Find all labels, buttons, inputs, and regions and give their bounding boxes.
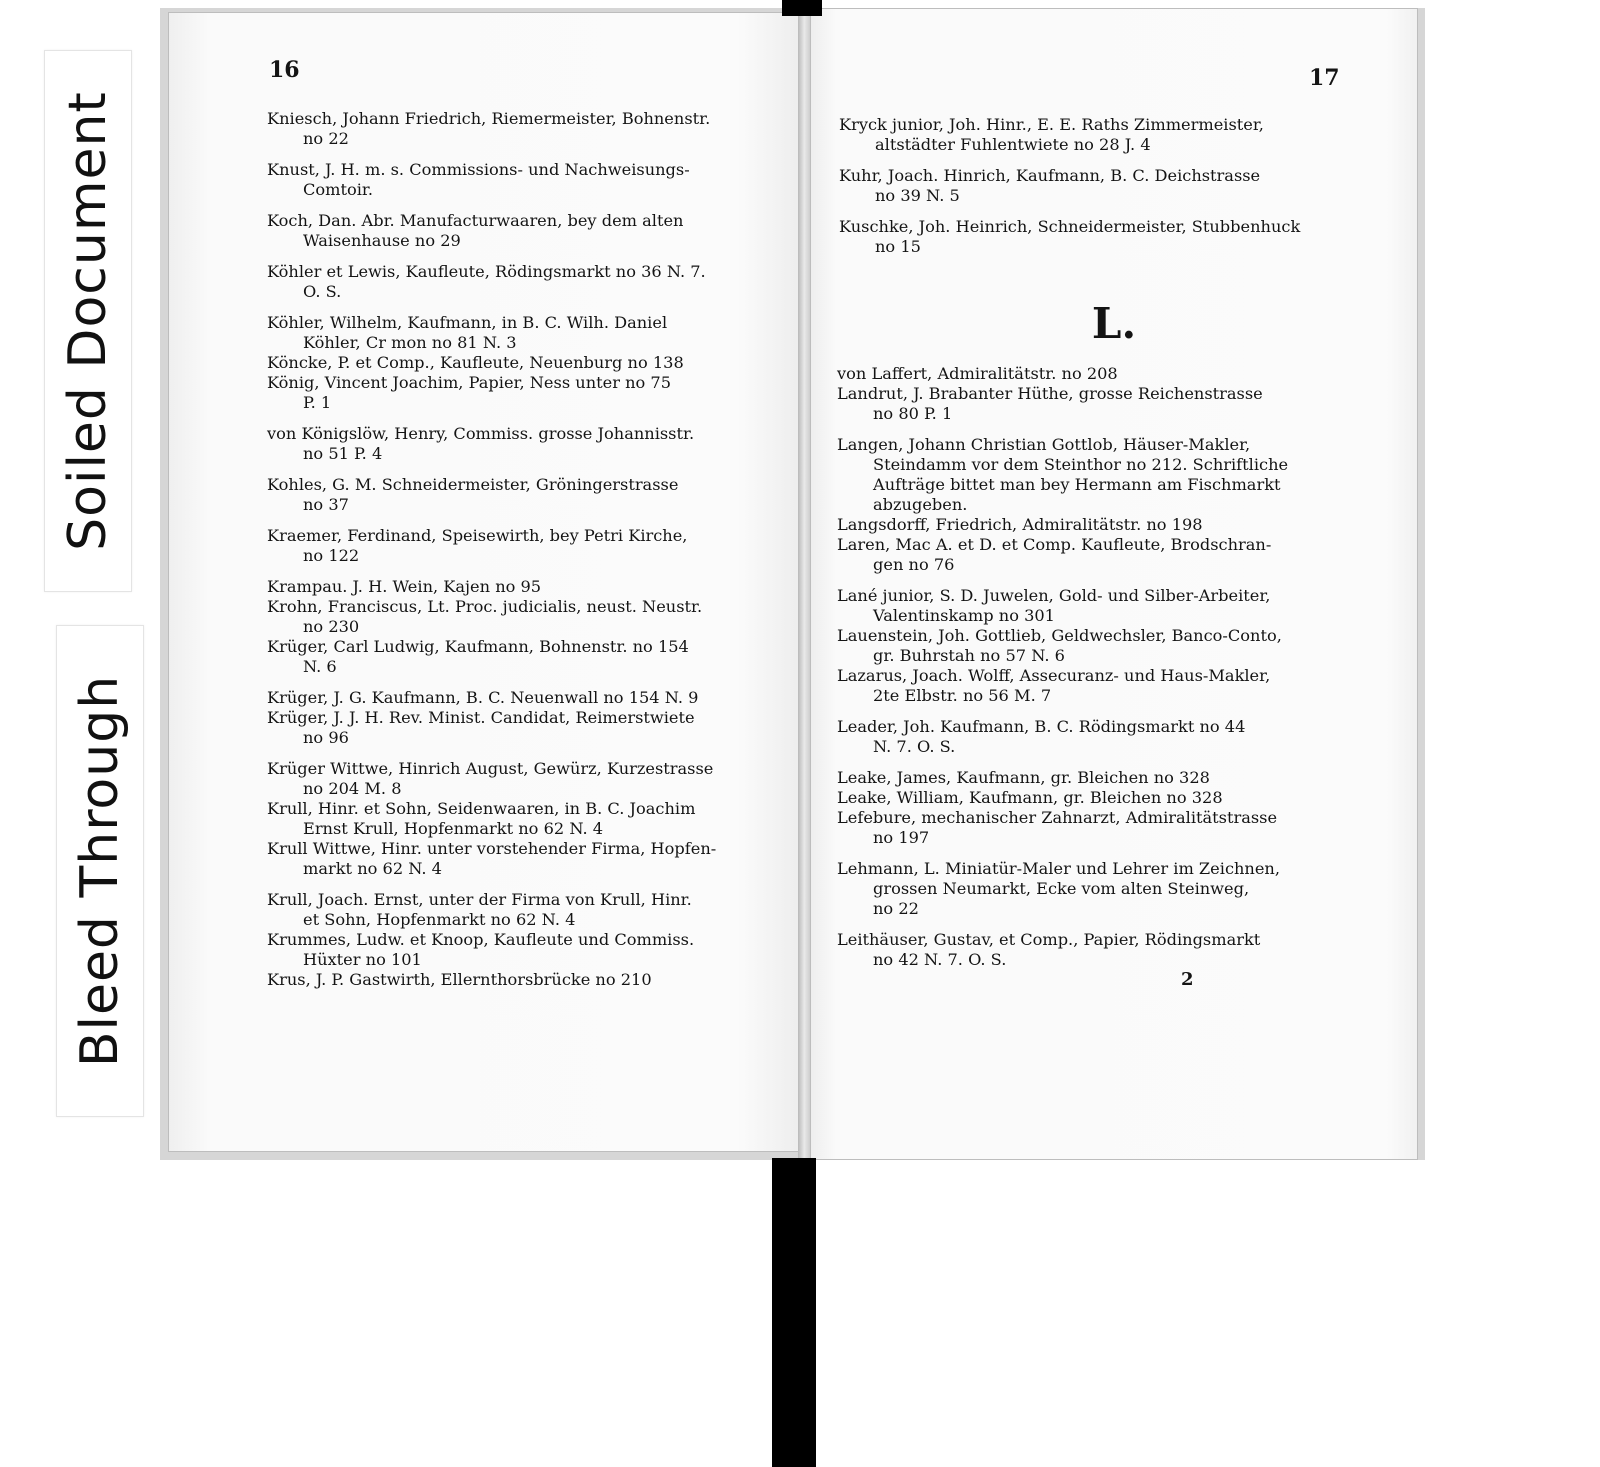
directory-entry: König, Vincent Joachim, Papier, Ness unter no 75 P. 1 xyxy=(267,373,672,412)
spine-clip-top xyxy=(782,0,822,16)
directory-entry: Lazarus, Joach. Wolff, Assecuranz- und Haus-Makler, 2te Elbstr. no 56 M. 7 xyxy=(837,666,1271,705)
directory-entry: von Königslöw, Henry, Commiss. grosse Johannisstr. no 51 P. 4 xyxy=(267,424,695,463)
left-page xyxy=(168,12,802,1152)
bleed-through-label xyxy=(56,625,144,1117)
directory-entry: Leake, William, Kaufmann, gr. Bleichen no 328 xyxy=(837,788,1223,807)
spine-clip-bottom xyxy=(772,1158,816,1467)
directory-entry: Lauenstein, Joh. Gottlieb, Geldwechsler, Banco-Conto, gr. Buhrstah no 57 N. 6 xyxy=(837,626,1282,665)
right-entries-k-list xyxy=(839,115,1334,257)
directory-entry: Kryck junior, Joh. Hinr., E. E. Raths Zimmermeister, altstädter Fuhlentwiete no 28 J. 4 xyxy=(839,115,1264,154)
soiled-document-label xyxy=(44,50,132,592)
directory-entry: Lehmann, L. Miniatür-Maler und Lehrer im Zeichnen, grossen Neumarkt, Ecke vom alten Steinweg, no 22 xyxy=(837,859,1281,918)
directory-entry: Krüger, Carl Ludwig, Kaufmann, Bohnenstr. no 154 N. 6 xyxy=(267,637,689,676)
right-entries-l-list xyxy=(837,364,1334,970)
directory-entry: Kuschke, Joh. Heinrich, Schneidermeister, Stubbenhuck no 15 xyxy=(839,217,1301,256)
right-page xyxy=(810,8,1418,1160)
directory-entry: Kraemer, Ferdinand, Speisewirth, bey Petri Kirche, no 122 xyxy=(267,526,688,565)
directory-entry: Krull, Hinr. et Sohn, Seidenwaaren, in B. C. Joachim Ernst Krull, Hopfenmarkt no 62 N. 4 xyxy=(267,799,696,838)
directory-entry: Köhler et Lewis, Kaufleute, Rödingsmarkt no 36 N. 7. O. S. xyxy=(267,262,706,301)
directory-entry: Leake, James, Kaufmann, gr. Bleichen no 328 xyxy=(837,768,1210,787)
directory-entry: Krummes, Ludw. et Knoop, Kaufleute und Commiss. Hüxter no 101 xyxy=(267,930,695,969)
directory-entry: Landrut, J. Brabanter Hüthe, grosse Reichenstrasse no 80 P. 1 xyxy=(837,384,1263,423)
directory-entry: Kniesch, Johann Friedrich, Riemermeister, Bohnenstr. no 22 xyxy=(267,109,711,148)
directory-entry: Köncke, P. et Comp., Kaufleute, Neuenburg no 138 xyxy=(267,353,684,372)
directory-entry: Laren, Mac A. et D. et Comp. Kaufleute, Brodschran- gen no 76 xyxy=(837,535,1272,574)
directory-entry: Kohles, G. M. Schneidermeister, Gröningerstrasse no 37 xyxy=(267,475,679,514)
directory-entry: Krüger Wittwe, Hinrich August, Gewürz, Kurzestrasse no 204 M. 8 xyxy=(267,759,714,798)
directory-entry: Krüger, J. J. H. Rev. Minist. Candidat, Reimerstwiete no 96 xyxy=(267,708,695,747)
directory-entry: Knust, J. H. m. s. Commissions- und Nachweisungs- Comtoir. xyxy=(267,160,690,199)
directory-entry: Köhler, Wilhelm, Kaufmann, in B. C. Wilh. Daniel Köhler, Cr mon no 81 N. 3 xyxy=(267,313,668,352)
soiled-document-text: Soiled Document xyxy=(58,91,118,551)
directory-entry: Leader, Joh. Kaufmann, B. C. Rödingsmarkt no 44 N. 7. O. S. xyxy=(837,717,1246,756)
directory-entry: Leithäuser, Gustav, et Comp., Papier, Rödingsmarkt no 42 N. 7. O. S. xyxy=(837,930,1261,969)
directory-entry: Krohn, Franciscus, Lt. Proc. judicialis, neust. Neustr. no 230 xyxy=(267,597,703,636)
directory-entry: Krus, J. P. Gastwirth, Ellernthorsbrücke no 210 xyxy=(267,970,652,989)
directory-entry: Langsdorff, Friedrich, Admiralitätstr. no 198 xyxy=(837,515,1203,534)
directory-entry: Kuhr, Joach. Hinrich, Kaufmann, B. C. Deichstrasse no 39 N. 5 xyxy=(839,166,1261,205)
directory-entry: Lefebure, mechanischer Zahnarzt, Admiralitätstrasse no 197 xyxy=(837,808,1278,847)
directory-entry: von Laffert, Admiralitätstr. no 208 xyxy=(837,364,1118,383)
bleed-through-text: Bleed Through xyxy=(70,674,130,1068)
directory-entry: Krampau. J. H. Wein, Kajen no 95 xyxy=(267,577,542,596)
directory-entry: Langen, Johann Christian Gottlob, Häuser-Makler, Steindamm vor dem Steinthor no 212. Schriftliche Aufträge bittet man bey Hermann am Fischmarkt abzugeben. xyxy=(837,435,1289,514)
directory-entry: Krull, Joach. Ernst, unter der Firma von Krull, Hinr. et Sohn, Hopfenmarkt no 62 N. 4 xyxy=(267,890,692,929)
open-book-scan xyxy=(160,8,1425,1160)
page-number-right: 17 xyxy=(1309,65,1340,91)
left-entries-list xyxy=(267,109,767,990)
directory-entry: Koch, Dan. Abr. Manufacturwaaren, bey dem alten Waisenhause no 29 xyxy=(267,211,684,250)
section-letter-heading: L. xyxy=(1091,299,1137,348)
directory-entry: Krull Wittwe, Hinr. unter vorstehender Firma, Hopfen- markt no 62 N. 4 xyxy=(267,839,717,878)
page-number-left: 16 xyxy=(269,57,300,83)
directory-entry: Krüger, J. G. Kaufmann, B. C. Neuenwall no 154 N. 9 xyxy=(267,688,699,707)
signature-mark: 2 xyxy=(1181,969,1194,990)
directory-entry: Lané junior, S. D. Juwelen, Gold- und Silber-Arbeiter, Valentinskamp no 301 xyxy=(837,586,1271,625)
